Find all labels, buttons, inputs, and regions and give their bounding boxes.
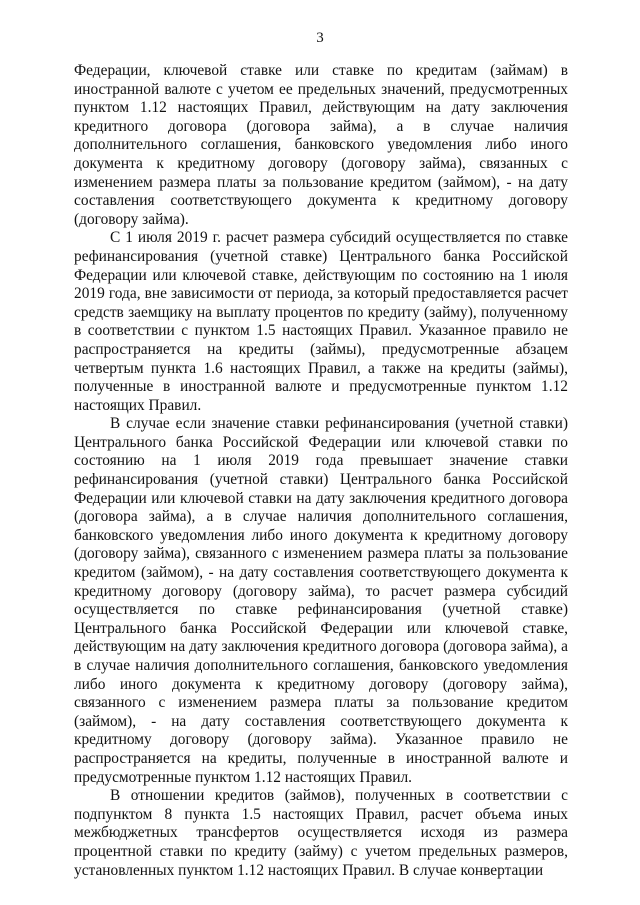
page-number: 3 (316, 30, 324, 46)
paragraph-loans-subpoint-8: В отношении кредитов (займов), полученных в соответствии с подпунктом 8 пункта 1.5 настоящих Правил, расчет объема иных межбюджетных трансфертов осуществляется исходя из размера процентной ставки по кредиту (займу) с учетом предельных размеров, установленных пунктом 1.12 настоящих Правил. В случае конвертации (74, 787, 568, 879)
paragraph-rate-exceeds: В случае если значение ставки рефинансирования (учетной ставки) Центрального банка Российской Федерации или ключевой ставки по состоянию на 1 июля 2019 года превышает значение ставки рефинансирования (учетной ставки) Центрального банка Российской Федерации или ключевой ставки на дату заключения кредитного договора (договора займа), а в случае наличия дополнительного соглашения, банковского уведомления либо иного документа к кредитному договору (договору займа), связанного с изменением размера платы за пользование кредитом (займом), - на дату составления соответствующего документа к кредитному договору (договору займа), то расчет размера субсидий осуществляется по ставке рефинансирования (учетной ставке) Центрального банка Российской Федерации или ключевой ставке, действующим на дату заключения кредитного договора (договора займа), а в случае наличия дополнительного соглашения, банковского уведомления либо иного документа к кредитному договору (договору займа), связанного с изменением размера платы за пользование кредитом (займом), - на дату составления соответствующего документа к кредитному договору (договору займа). Указанное правило не распространяется на кредиты, полученные в иностранной валюте и предусмотренные пунктом 1.12 настоящих Правил. (74, 415, 568, 786)
paragraph-continuation: Федерации, ключевой ставке или ставке по кредитам (займам) в иностранной валюте с учетом ее предельных значений, предусмотренных пунктом 1.12 настоящих Правил, действующим на дату заключения кредитного договора (договора займа), а в случае наличия дополнительного соглашения, банковского уведомления либо иного документа к кредитному договору (договору займа), связанных с изменением размера платы за пользование кредитом (займом), - на дату составления соответствующего документа к кредитному договору (договору займа). (74, 62, 568, 228)
paragraph-subsidy-rate: С 1 июля 2019 г. расчет размера субсидий осуществляется по ставке рефинансирования (учетной ставке) Центрального банка Российской Федерации или ключевой ставке, действующим по состоянию на 1 июля 2019 года, вне зависимости от периода, за который предоставляется расчет средств заемщику на выплату процентов по кредиту (займу), полученному в соответствии с пунктом 1.5 настоящих Правил. Указанное правило не распространяется на кредиты (займы), предусмотренные абзацем четвертым пункта 1.6 настоящих Правил, а также на кредиты (займы), полученные в иностранной валюте и предусмотренные пунктом 1.12 настоящих Правил. (74, 229, 568, 414)
document-body (74, 62, 568, 880)
